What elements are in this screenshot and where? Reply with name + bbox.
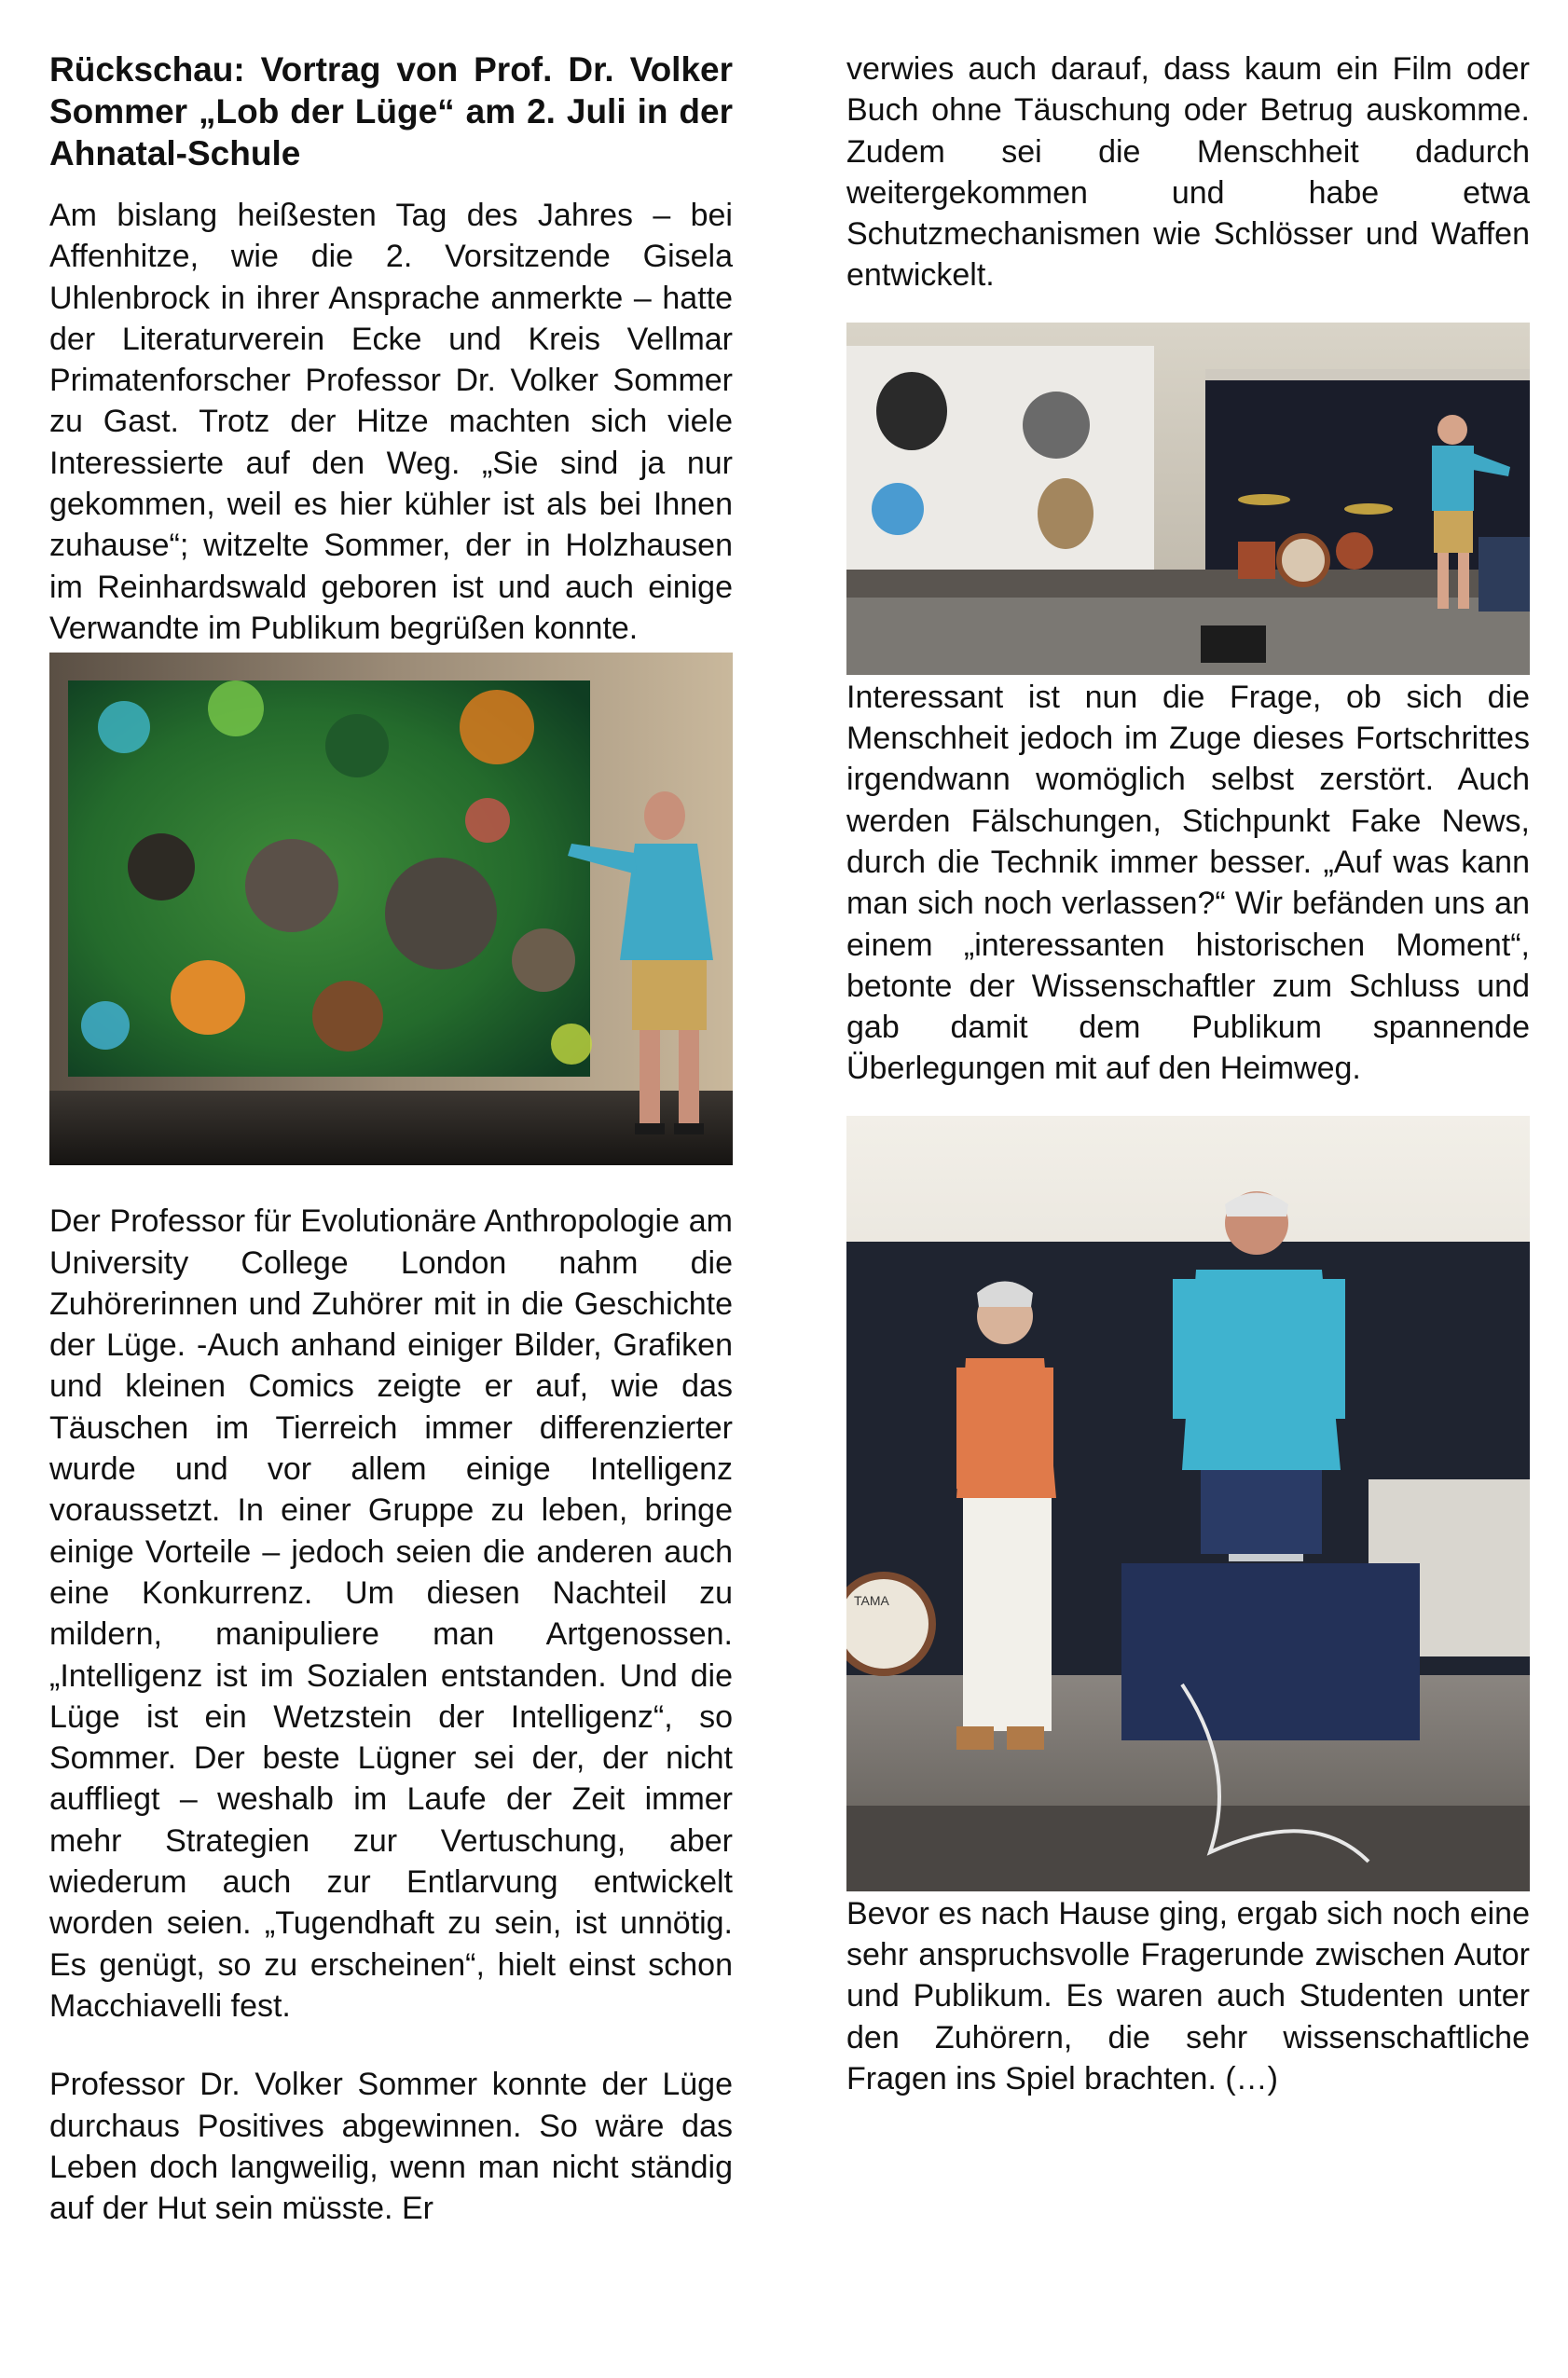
photo-lecture-primate-slide [49, 653, 733, 1165]
paragraph-history-of-lie: Der Professor für Evolutionäre Anthropologie am University College London nahm die Zuhörerinnen und Zuhörer mit in die Geschichte der Lüge. -Auch anhand einiger Bilder, Grafiken und kleinen Comics zeigte er auf, wie das Täuschen im Tierreich immer differenzierter wurde und vor allem einige Intelligenz voraussetzt. In einer Gruppe zu leben, bringe einige Vorteile – jedoch seien die anderen auch eine Konkurrenz. Um diesen Nachteil zu mildern, manipuliere man Artgenossen. „Intelligenz ist im Sozialen entstanden. Und die Lüge ist ein Wetzstein der Intelligenz“, so Sommer. Der beste Lügner sei der, der nicht auffliegt – weshalb im Laufe der Zeit immer mehr Strategien zur Vertuschung, aber wiederum auch zur Entlarvung entwickelt worden seien. „Tugendhaft zu sein, ist unnötig. Es genügt, so zu erscheinen“, hielt einst schon Macchiavelli fest. [49, 1203, 733, 2024]
paragraph-continued: verwies auch darauf, dass kaum ein Film oder Buch ohne Täuschung oder Betrug auskomme. Zudem sei die Menschheit dadurch weitergekommen und habe etwa Schutzmechanismen wie Schlösser und Waffen entwickelt. [846, 51, 1530, 294]
left-column [49, 48, 733, 2229]
paragraph-question: Interessant ist nun die Frage, ob sich die Menschheit jedoch im Zuge dieses Fortschrittes irgendwann womöglich selbst zerstört. Auch werden Fälschungen, Stichpunkt Fake News, durch die Technik immer besser. „Auf was kann man sich noch verlassen?“ Wir befänden uns an einem „interessanten historischen Moment“, betonte der Wissenschaftler zum Schluss und gab damit dem Publikum spannende Überlegungen mit auf den Heimweg. [846, 679, 1530, 1087]
right-column [846, 48, 1530, 2099]
photo-stage-slides [846, 323, 1530, 675]
paragraph-qa: Bevor es nach Hause ging, ergab sich noch eine sehr anspruchsvolle Fragerunde zwischen Autor und Publikum. Es waren auch Studenten unter den Zuhörern, die sehr wissenschaftliche Fragen ins Spiel brachten. (…) [846, 1895, 1530, 2096]
article-title: Rückschau: Vortrag von Prof. Dr. Volker Sommer „Lob der Lüge“ am 2. Juli in der Ahnatal-Schule [49, 50, 733, 172]
paragraph-gap [49, 2027, 733, 2064]
drum-brand-label: TAMA [854, 1592, 889, 1608]
paragraph-intro: Am bislang heißesten Tag des Jahres – bei Affenhitze, wie die 2. Vorsitzende Gisela Uhlenbrock in ihrer Ansprache anmerkte – hatte der Literaturverein Ecke und Kreis Vellmar Primatenforscher Professor Dr. Volker Sommer zu Gast. Trotz der Hitze machten sich viele Interessierte auf den Weg. „Sie sind ja nur gekommen, weil es hier kühler ist als bei Ihnen zuhause“; witzelte Sommer, der in Holzhausen im Reinhardswald geboren ist und auch einige Verwandte im Publikum begrüßen konnte. [49, 198, 733, 646]
photo-qa-round [846, 1116, 1530, 1891]
paragraph-positives: Professor Dr. Volker Sommer konnte der Lüge durchaus Positives abgewinnen. So wäre das Leben doch langweilig, wenn man nicht ständig auf der Hut sein müsste. Er [49, 2067, 733, 2227]
